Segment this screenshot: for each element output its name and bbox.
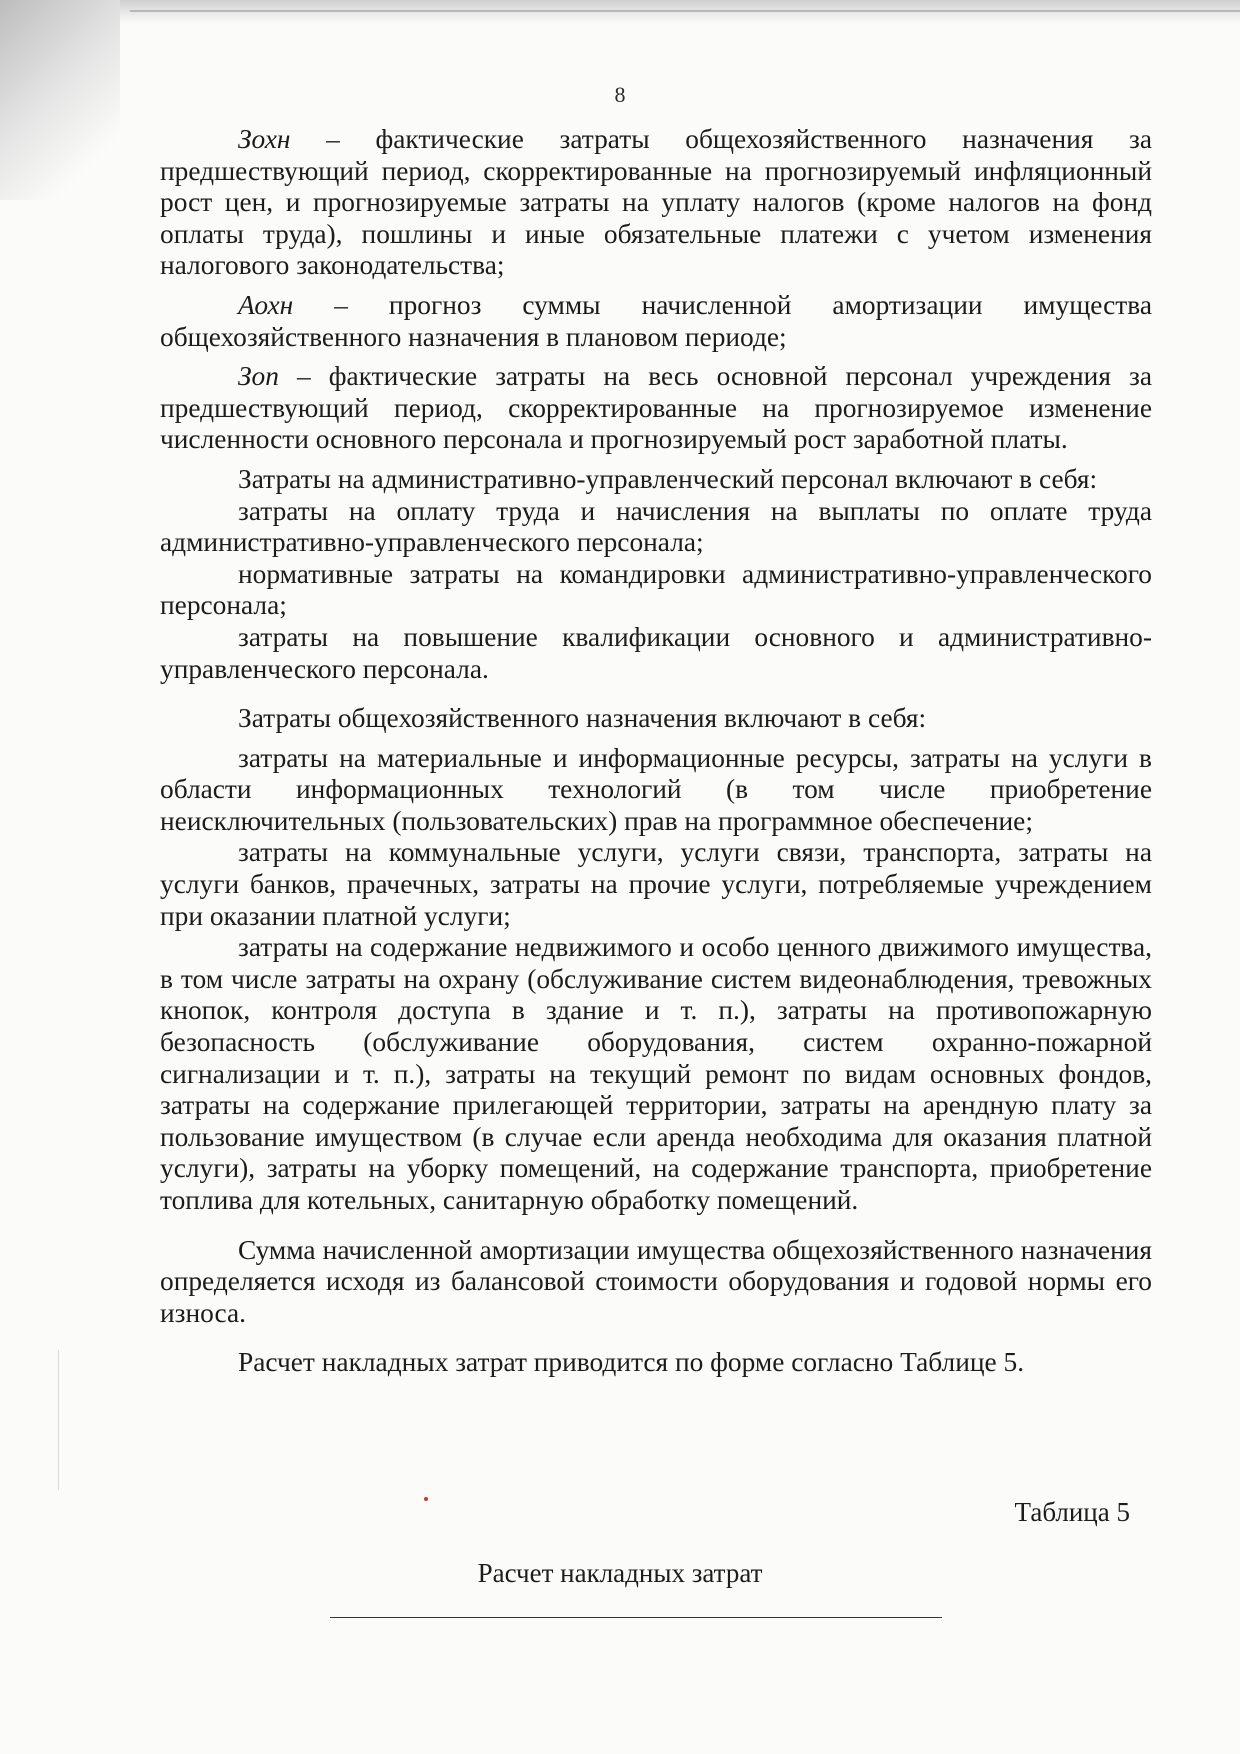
paragraph-aup-item-3: затраты на повышение квалификации основного и административно-управленческого персонала.: [160, 621, 1152, 684]
scan-shadow-top: [120, 0, 1240, 24]
paragraph-text: – фактические затраты на весь основной персонал учреждения за предшествующий период, скорректированные на прогнозируемое изменение численности основного персонала и прогнозируемый рост заработной платы.: [160, 361, 1152, 455]
paragraph-aup-heading: Затраты на административно-управленческий персонал включают в себя:: [238, 463, 1098, 494]
ink-dot: [424, 1497, 428, 1501]
paragraph-text: – прогноз суммы начисленной амортизации имущества общехозяйственного назначения в плановом периоде;: [160, 289, 1152, 352]
paragraph-ohn-item-1: затраты на материальные и информационные ресурсы, затраты на услуги в области информационных технологий (в том числе приобретение неисключительных (пользовательских) прав на программное обеспечение;: [160, 742, 1152, 836]
paragraph-ohn-item-3: затраты на содержание недвижимого и особо ценного движимого имущества, в том числе затраты на охрану (обслуживание систем видеонаблюдения, тревожных кнопок, контроля доступа в здание и т. п.), затраты на противопожарную безопасность (обслуживание оборудования, систем охранно-пожарной сигнализации и т. п.), затраты на текущий ремонт по видам основных фондов, затраты на содержание прилегающей территории, затраты на арендную плату за пользование имуществом (в случае если аренда необходима для оказания платной услуги), затраты на уборку помещений, на содержание транспорта, приобретение топлива для котельных, санитарную обработку помещений.: [160, 932, 1152, 1215]
paragraph-aohn: [160, 290, 1152, 353]
paragraph-ohn-item-2: затраты на коммунальные услуги, услуги связи, транспорта, затраты на услуги банков, прачечных, затраты на прочие услуги, потребляемые учреждением при оказании платной услуги;: [160, 837, 1152, 931]
symbol-zop: Зоп: [238, 361, 279, 392]
paragraph-aup-item-2: нормативные затраты на командировки административно-управленческого персонала;: [160, 558, 1152, 621]
table-label: Таблица 5: [1014, 1497, 1130, 1527]
symbol-aohn: Аохн: [238, 289, 294, 320]
document-body: [160, 124, 1152, 1379]
paragraph-amortization: Сумма начисленной амортизации имущества общехозяйственного назначения определяется исходя из балансовой стоимости оборудования и годовой нормы его износа.: [160, 1234, 1152, 1328]
table-title: Расчет накладных затрат: [477, 1558, 763, 1588]
paragraph-text: – фактические затраты общехозяйственного назначения за предшествующий период, скорректированные на прогнозируемый инфляционный рост цен, и прогнозируемые затраты на уплату налогов (кроме налогов на фонд оплаты труда), пошлины и иные обязательные платежи с учетом изменения налогового законодательства;: [160, 124, 1152, 281]
paragraph-aup-item-1: затраты на оплату труда и начисления на выплаты по оплате труда административно-управленческого персонала;: [160, 495, 1152, 558]
scan-edge-line: [130, 10, 1240, 12]
margin-mark: [58, 1350, 59, 1490]
paragraph-ohn-heading: Затраты общехозяйственного назначения включают в себя:: [238, 703, 927, 734]
paragraph-table-reference: Расчет накладных затрат приводится по форме согласно Таблице 5.: [238, 1347, 1025, 1378]
paragraph-zohn: [160, 124, 1152, 282]
paragraph-zop: [160, 361, 1152, 456]
page-number: 8: [614, 82, 626, 107]
underline-rule: [330, 1617, 942, 1618]
symbol-zohn: Зохн: [238, 124, 291, 154]
